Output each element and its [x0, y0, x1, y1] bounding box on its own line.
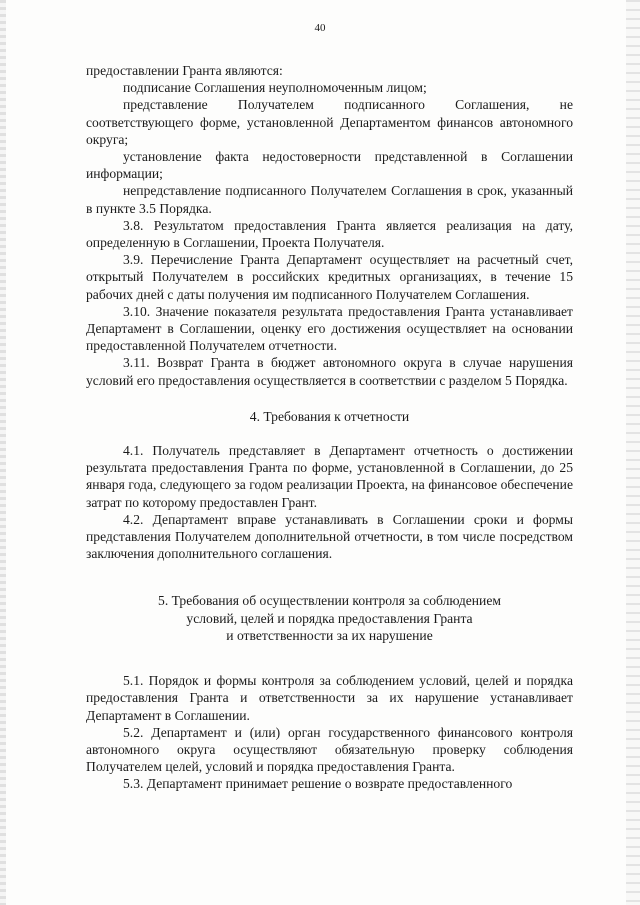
paragraph-3-9: 3.9. Перечисление Гранта Департамент осуществляет на расчетный счет, открытый Получателем в российских кредитных организациях, в течение 15 рабочих дней с даты получения им подписанного Получателем Соглашения. — [86, 252, 573, 302]
section-5-heading-line: и ответственности за их нарушение — [226, 627, 433, 643]
paragraph-3-11: 3.11. Возврат Гранта в бюджет автономного округа в случае нарушения условий его предоставления осуществляется в соответствии с разделом 5 Порядка. — [86, 355, 573, 388]
paragraph-4-1: 4.1. Получатель представляет в Департамент отчетность о достижении результата предоставления Гранта по форме, установленной в Соглашении, до 25 января года, следующего за годом реализации Проекта, на финансовое обеспечение затрат по которому предоставлен Грант. — [86, 443, 573, 510]
paragraph-3-10: 3.10. Значение показателя результата предоставления Гранта устанавливает Департамент в Соглашении, оценку его достижения осуществляет на основании предоставленной Получателем отчетности. — [86, 303, 573, 354]
paragraph-3-8: 3.8. Результатом предоставления Гранта является реализация на дату, определенную в Соглашении, Проекта Получателя. — [86, 217, 573, 251]
paragraph: установление факта недостоверности представленной в Соглашении информации; — [86, 149, 573, 182]
document-body — [86, 62, 573, 793]
scan-edge-left — [0, 0, 6, 905]
section-4-heading: 4. Требования к отчетности — [249, 408, 410, 424]
paragraph-4-2: 4.2. Департамент вправе устанавливать в Соглашении сроки и формы представления Получателем дополнительной отчетности, в том числе посредством заключения дополнительного соглашения. — [86, 511, 573, 562]
section-5-heading — [86, 592, 573, 644]
scan-edge-right — [626, 0, 640, 905]
paragraph-5-1: 5.1. Порядок и формы контроля за соблюдением условий, целей и порядка предоставления Гранта и ответственности за их нарушение устанавливает Департамент в Соглашении. — [86, 673, 573, 723]
paragraph: представление Получателем подписанного Соглашения, не соответствующего форме, установленной Департаментом финансов автономного округа; — [86, 97, 573, 147]
section-5-heading-line: 5. Требования об осуществлении контроля за соблюдением — [158, 593, 501, 609]
page-number: 40 — [314, 22, 326, 34]
paragraph: подписание Соглашения неуполномоченным лицом; — [123, 80, 427, 96]
paragraph-5-2: 5.2. Департамент и (или) орган государственного финансового контроля автономного округа осуществляют обязательную проверку соблюдения Получателем целей, условий и порядка предоставления Гранта. — [86, 724, 573, 775]
paragraph: предоставлении Гранта являются: — [86, 63, 283, 78]
paragraph: непредставление подписанного Получателем Соглашения в срок, указанный в пункте 3.5 Порядка. — [86, 183, 573, 216]
paragraph-5-3: 5.3. Департамент принимает решение о возврате предоставленного — [123, 776, 513, 792]
section-5-heading-line: условий, целей и порядка предоставления Гранта — [186, 610, 473, 626]
